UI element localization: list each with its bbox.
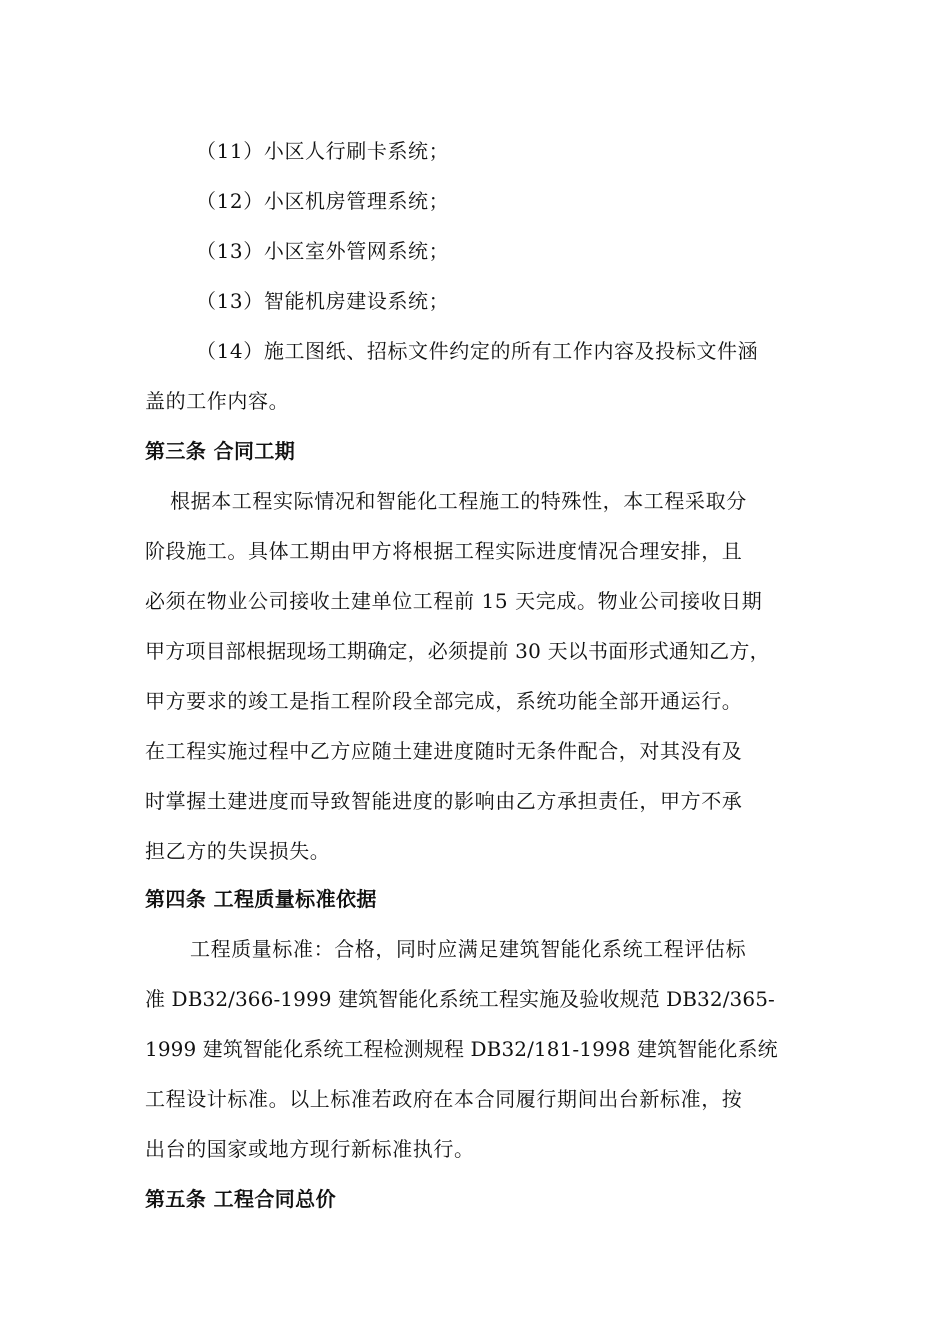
section-heading-article-3: 第三条 合同工期	[145, 439, 296, 463]
paragraph-line: 工程设计标准。以上标准若政府在本合同履行期间出台新标准，按	[145, 1087, 743, 1111]
paragraph-line: 1999 建筑智能化系统工程检测规程 DB32/181-1998 建筑智能化系统	[145, 1037, 778, 1061]
paragraph-line: 在工程实施过程中乙方应随土建进度随时无条件配合，对其没有及	[145, 739, 743, 763]
list-item-13b: （13）智能机房建设系统；	[196, 289, 450, 313]
paragraph-line: 甲方项目部根据现场工期确定，必须提前 30 天以书面形式通知乙方，	[145, 639, 770, 663]
section-heading-article-5: 第五条 工程合同总价	[145, 1187, 336, 1211]
list-item-13a: （13）小区室外管网系统；	[196, 239, 450, 263]
paragraph-line: 工程质量标准：合格，同时应满足建筑智能化系统工程评估标	[190, 937, 747, 961]
paragraph-line: 甲方要求的竣工是指工程阶段全部完成，系统功能全部开通运行。	[145, 689, 743, 713]
paragraph-line: 根据本工程实际情况和智能化工程施工的特殊性，本工程采取分	[170, 489, 747, 513]
list-item-14-continuation: 盖的工作内容。	[145, 389, 290, 413]
section-heading-article-4: 第四条 工程质量标准依据	[145, 887, 377, 911]
paragraph-line: 必须在物业公司接收土建单位工程前 15 天完成。物业公司接收日期	[145, 589, 763, 613]
list-item-14: （14）施工图纸、招标文件约定的所有工作内容及投标文件涵	[196, 339, 759, 363]
paragraph-line: 出台的国家或地方现行新标准执行。	[145, 1137, 475, 1161]
paragraph-line: 阶段施工。具体工期由甲方将根据工程实际进度情况合理安排，且	[145, 539, 743, 563]
paragraph-line: 担乙方的失误损失。	[145, 839, 331, 863]
list-item-12: （12）小区机房管理系统；	[196, 189, 450, 213]
paragraph-line: 准 DB32/366-1999 建筑智能化系统工程实施及验收规范 DB32/365-	[145, 987, 775, 1011]
list-item-11: （11）小区人行刷卡系统；	[196, 139, 450, 163]
paragraph-line: 时掌握土建进度而导致智能进度的影响由乙方承担责任，甲方不承	[145, 789, 743, 813]
